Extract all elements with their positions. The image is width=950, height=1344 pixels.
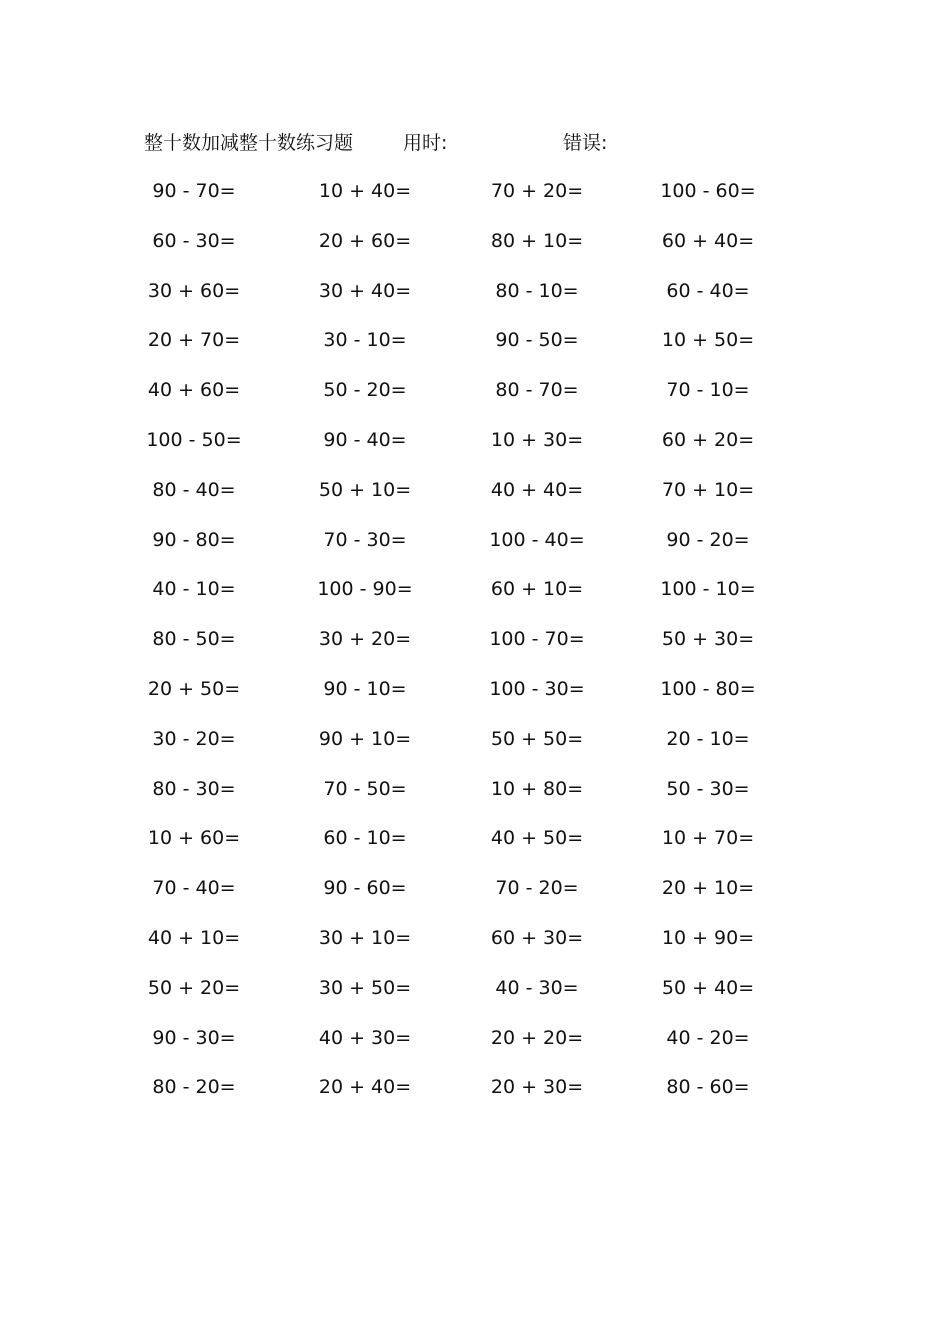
problem-row — [0, 774, 950, 824]
math-problem: 60 - 40= — [666, 279, 750, 302]
math-problem: 40 + 10= — [147, 926, 241, 949]
math-problem: 100 - 90= — [317, 578, 413, 601]
math-problem: 90 - 60= — [323, 877, 407, 900]
math-problem: 80 - 10= — [495, 279, 579, 302]
math-problem: 20 + 10= — [661, 877, 755, 900]
worksheet-title: 整十数加减整十数练习题 — [144, 132, 354, 154]
math-problem: 20 + 40= — [318, 1076, 412, 1099]
math-problem: 40 + 60= — [147, 379, 241, 402]
problem-row — [0, 525, 950, 575]
math-problem: 80 + 10= — [490, 229, 584, 252]
problem-row — [0, 574, 950, 624]
problem-row — [0, 674, 950, 724]
math-problem: 80 - 60= — [666, 1076, 750, 1099]
math-problem: 70 - 30= — [323, 528, 407, 551]
math-problem: 100 - 70= — [489, 628, 585, 651]
math-problem: 60 + 30= — [490, 926, 584, 949]
math-problem: 80 - 50= — [152, 628, 236, 651]
problem-row — [0, 276, 950, 326]
math-problem: 100 - 30= — [489, 677, 585, 700]
math-problem: 40 - 10= — [152, 578, 236, 601]
math-problem: 10 + 90= — [661, 926, 755, 949]
math-problem: 30 - 20= — [152, 727, 236, 750]
math-problem: 90 - 40= — [323, 428, 407, 451]
math-problem: 70 + 10= — [661, 478, 755, 501]
math-problem: 70 - 50= — [323, 777, 407, 800]
math-problem: 70 - 40= — [152, 877, 236, 900]
time-used-label: 用时: — [403, 132, 448, 154]
math-problem: 30 + 40= — [318, 279, 412, 302]
math-problem: 20 + 30= — [490, 1076, 584, 1099]
math-problem: 40 - 20= — [666, 1026, 750, 1049]
math-problem: 100 - 60= — [660, 180, 756, 202]
problem-row — [0, 973, 950, 1023]
math-problem: 60 + 20= — [661, 428, 755, 451]
math-problem: 80 - 70= — [495, 379, 579, 402]
problem-row — [0, 873, 950, 923]
problem-row — [0, 823, 950, 873]
problem-row — [0, 724, 950, 774]
math-problem: 10 + 60= — [147, 827, 241, 850]
math-problem: 100 - 10= — [660, 578, 756, 601]
problem-row — [0, 1072, 950, 1122]
math-problem: 50 - 20= — [323, 379, 407, 402]
math-problem: 90 - 20= — [666, 528, 750, 551]
math-problem: 20 - 10= — [666, 727, 750, 750]
math-problem: 90 - 80= — [152, 528, 236, 551]
math-problem: 30 + 20= — [318, 628, 412, 651]
problem-row — [0, 624, 950, 674]
math-problem: 10 + 80= — [490, 777, 584, 800]
problem-grid — [0, 176, 950, 1122]
math-problem: 50 + 50= — [490, 727, 584, 750]
problem-row — [0, 176, 950, 226]
problem-row — [0, 923, 950, 973]
math-problem: 10 + 70= — [661, 827, 755, 850]
problem-row — [0, 226, 950, 276]
problem-row — [0, 1023, 950, 1073]
problem-row — [0, 425, 950, 475]
math-problem: 10 + 40= — [318, 180, 412, 202]
math-problem: 50 + 20= — [147, 976, 241, 999]
math-problem: 70 + 20= — [490, 180, 584, 202]
math-problem: 90 - 50= — [495, 329, 579, 352]
math-problem: 20 + 20= — [490, 1026, 584, 1049]
math-problem: 50 + 30= — [661, 628, 755, 651]
math-problem: 70 - 20= — [495, 877, 579, 900]
math-problem: 90 - 30= — [152, 1026, 236, 1049]
math-problem: 100 - 50= — [146, 428, 242, 451]
math-problem: 40 - 30= — [495, 976, 579, 999]
math-problem: 90 - 70= — [152, 180, 236, 202]
problem-row — [0, 325, 950, 375]
math-problem: 20 + 60= — [318, 229, 412, 252]
math-problem: 10 + 30= — [490, 428, 584, 451]
math-problem: 80 - 40= — [152, 478, 236, 501]
worksheet-header — [0, 128, 950, 158]
math-problem: 100 - 80= — [660, 677, 756, 700]
math-problem: 60 - 10= — [323, 827, 407, 850]
math-problem: 40 + 30= — [318, 1026, 412, 1049]
math-problem: 40 + 40= — [490, 478, 584, 501]
math-problem: 80 - 20= — [152, 1076, 236, 1099]
math-problem: 60 + 10= — [490, 578, 584, 601]
math-problem: 20 + 50= — [147, 677, 241, 700]
math-problem: 30 + 50= — [318, 976, 412, 999]
problem-row — [0, 375, 950, 425]
math-problem: 90 - 10= — [323, 677, 407, 700]
math-problem: 40 + 50= — [490, 827, 584, 850]
math-problem: 60 - 30= — [152, 229, 236, 252]
math-problem: 50 + 40= — [661, 976, 755, 999]
math-problem: 20 + 70= — [147, 329, 241, 352]
math-problem: 50 + 10= — [318, 478, 412, 501]
math-problem: 70 - 10= — [666, 379, 750, 402]
math-problem: 90 + 10= — [318, 727, 412, 750]
math-problem: 30 - 10= — [323, 329, 407, 352]
error-count-label: 错误: — [563, 132, 608, 154]
math-problem: 10 + 50= — [661, 329, 755, 352]
math-problem: 30 + 10= — [318, 926, 412, 949]
math-problem: 50 - 30= — [666, 777, 750, 800]
math-problem: 30 + 60= — [147, 279, 241, 302]
math-problem: 100 - 40= — [489, 528, 585, 551]
math-problem: 80 - 30= — [152, 777, 236, 800]
problem-row — [0, 475, 950, 525]
math-problem: 60 + 40= — [661, 229, 755, 252]
